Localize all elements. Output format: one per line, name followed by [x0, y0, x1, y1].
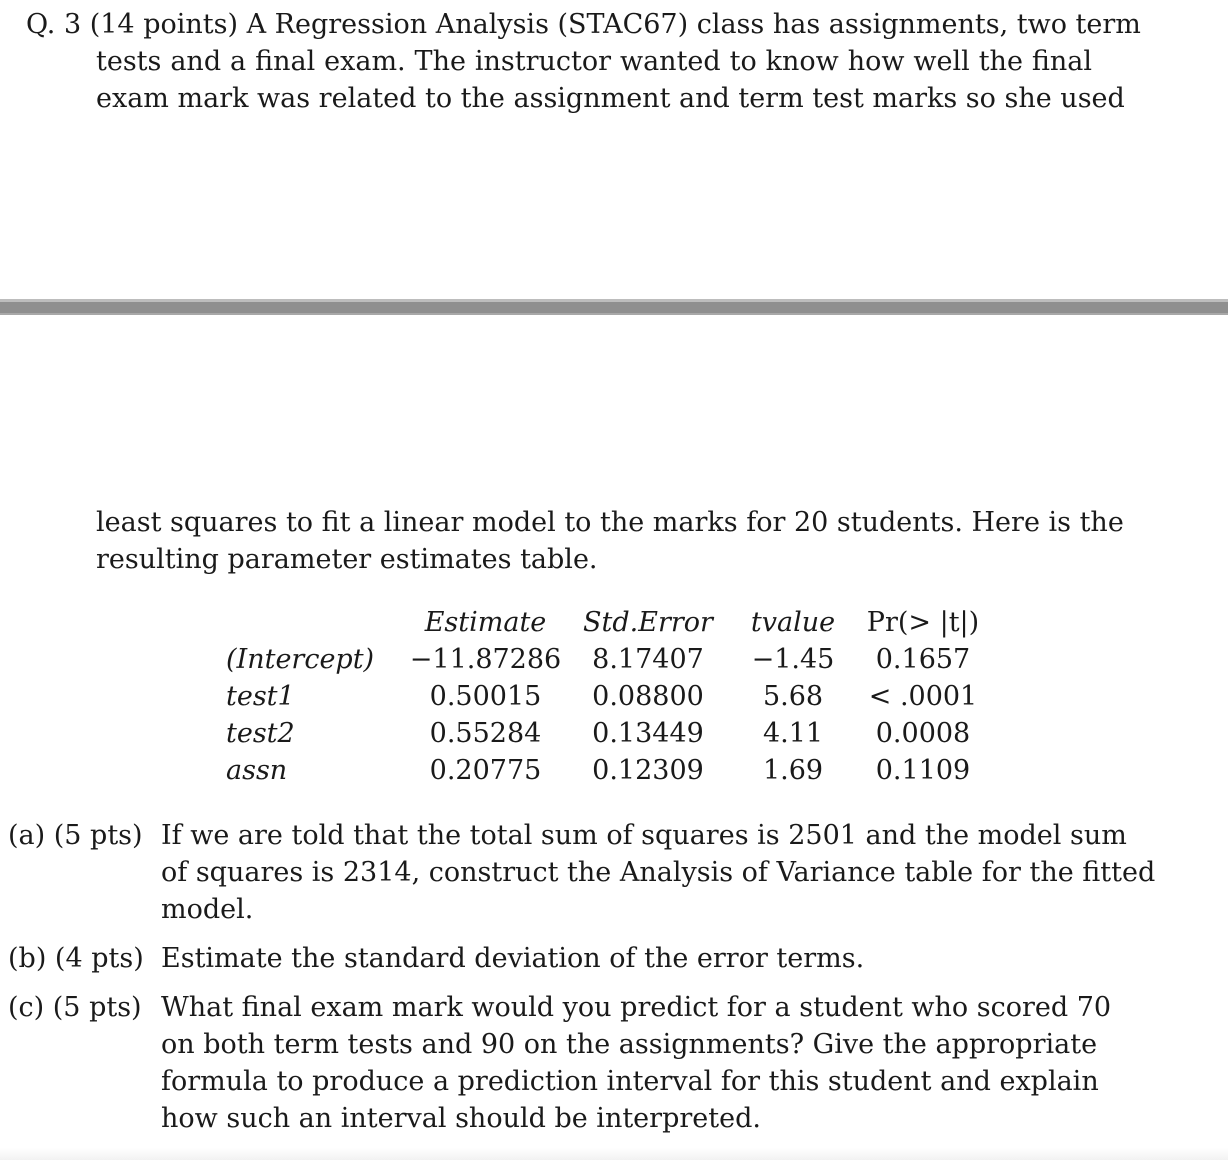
question-line-1: Q. 3 (14 points) A Regression Analysis (STAC67) class has assignments, two term — [26, 9, 1141, 40]
part-b-label: (b) (4 pts) — [8, 943, 144, 974]
cell-std-error: 0.08800 — [592, 681, 704, 712]
header-tvalue: tvalue — [750, 607, 836, 638]
cell-tvalue: 5.68 — [762, 681, 824, 712]
part-a — [8, 817, 1156, 928]
part-a-line-2: of squares is 2314, construct the Analysis of Variance table for the fitted — [161, 857, 1156, 888]
question-body — [96, 43, 1125, 117]
part-b-text — [161, 940, 1092, 977]
bottom-fade — [0, 1148, 1228, 1160]
table-header-row — [226, 604, 988, 641]
question-header — [26, 6, 1141, 43]
continuation-line-1: least squares to fit a linear model to the marks for 20 students. Here is the — [96, 507, 1124, 538]
header-estimate: Estimate — [424, 607, 547, 638]
part-c-line-1: What final exam mark would you predict for a student who scored 70 — [161, 992, 1112, 1023]
table-row — [226, 641, 988, 678]
cell-pvalue: 0.0008 — [875, 718, 971, 749]
cell-pvalue: 0.1657 — [875, 644, 971, 675]
table-row — [226, 678, 988, 715]
part-a-label: (a) (5 pts) — [8, 820, 143, 851]
part-a-line-1: If we are told that the total sum of squares is 2501 and the model sum — [161, 820, 1127, 851]
part-b-line-1: Estimate the standard deviation of the error terms. — [161, 943, 865, 974]
row-label: assn — [226, 755, 288, 786]
part-b — [8, 940, 1092, 977]
row-label: test1 — [226, 681, 295, 712]
cell-estimate: 0.55284 — [429, 718, 542, 749]
question-line-2: tests and a final exam. The instructor wanted to know how well the final — [96, 46, 1092, 77]
row-label: test2 — [226, 718, 295, 749]
part-c-line-3: formula to produce a prediction interval for this student and explain — [161, 1066, 1099, 1097]
part-c-text — [161, 989, 1112, 1137]
question-line-3: exam mark was related to the assignment and term test marks so she used — [96, 83, 1125, 114]
cell-estimate: 0.50015 — [429, 681, 542, 712]
part-a-text — [161, 817, 1156, 928]
header-std-error: Std.Error — [583, 607, 713, 638]
part-c-line-4: how such an interval should be interpreted. — [161, 1103, 761, 1134]
continuation-text — [96, 504, 1124, 578]
cell-tvalue: 1.69 — [762, 755, 824, 786]
continuation-line-2: resulting parameter estimates table. — [96, 544, 598, 575]
table-row — [226, 752, 988, 789]
cell-pvalue: 0.1109 — [875, 755, 971, 786]
cell-tvalue: 4.11 — [762, 718, 824, 749]
table-row — [226, 715, 988, 752]
header-pvalue: Pr(> |t|) — [866, 607, 980, 638]
part-c-line-2: on both term tests and 90 on the assignments? Give the appropriate — [161, 1029, 1098, 1060]
cell-tvalue: −1.45 — [751, 644, 835, 675]
cell-pvalue: < .0001 — [868, 681, 978, 712]
cell-std-error: 8.17407 — [592, 644, 704, 675]
part-c — [8, 989, 1112, 1137]
cell-std-error: 0.13449 — [592, 718, 704, 749]
part-a-line-3: model. — [161, 894, 254, 925]
row-label: (Intercept) — [226, 644, 375, 675]
cell-std-error: 0.12309 — [592, 755, 704, 786]
cell-estimate: 0.20775 — [429, 755, 542, 786]
parameter-estimates-table — [226, 604, 988, 789]
cell-estimate: −11.87286 — [409, 644, 562, 675]
part-c-label: (c) (5 pts) — [8, 992, 142, 1023]
page-break-divider — [0, 299, 1228, 315]
